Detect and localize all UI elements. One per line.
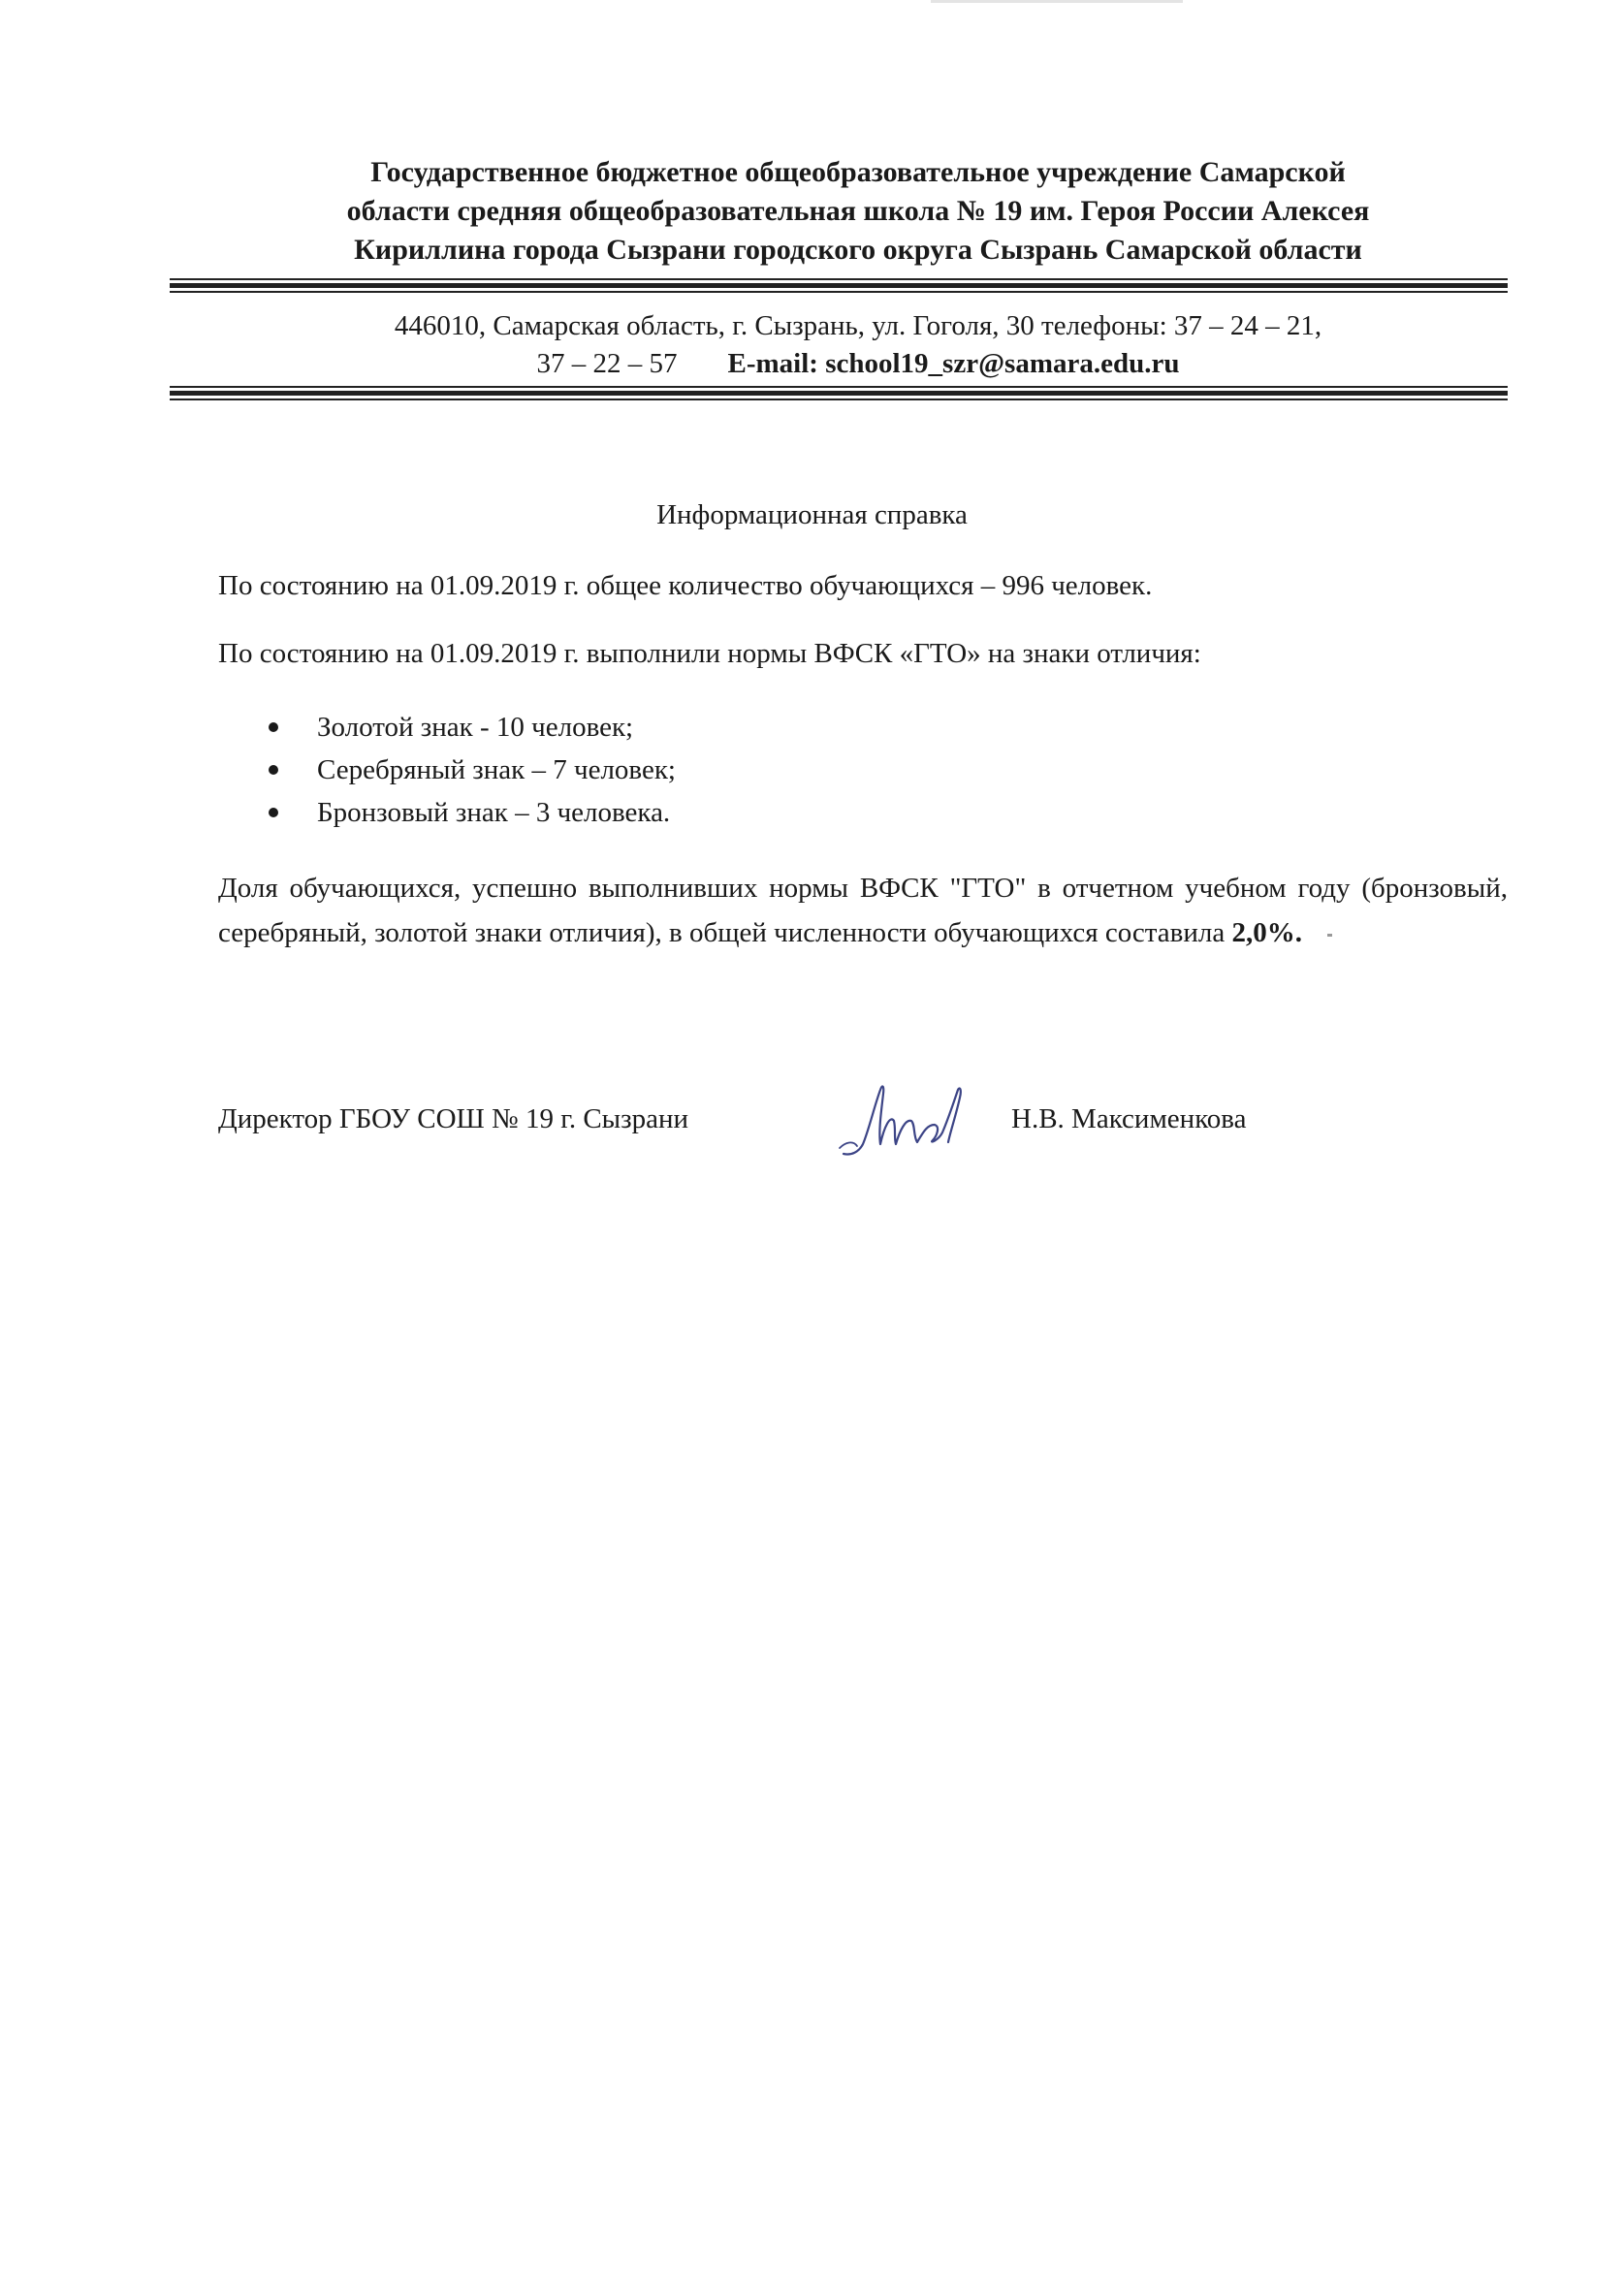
bullet-icon <box>269 808 278 817</box>
bullet-icon <box>269 722 278 732</box>
badge-list <box>218 706 676 834</box>
badge-silver: Серебряный знак – 7 человек; <box>317 754 676 785</box>
phone-number: 37 – 22 – 57 <box>536 348 678 379</box>
share-value: 2,0%. <box>1231 917 1302 948</box>
bullet-icon <box>269 765 278 775</box>
student-count-paragraph: По состоянию на 01.09.2019 г. общее количество обучающихся – 996 человек. <box>218 570 1153 601</box>
contact-block <box>247 307 1469 383</box>
gto-intro-paragraph: По состоянию на 01.09.2019 г. выполнили нормы ВФСК «ГТО» на знаки отличия: <box>218 638 1201 669</box>
scan-speck <box>1327 934 1332 937</box>
list-item <box>218 749 676 791</box>
list-item <box>218 706 676 749</box>
email-address: E-mail: school19_szr@samara.edu.ru <box>727 348 1180 379</box>
director-title: Директор ГБОУ СОШ № 19 г. Сызрани <box>218 1103 689 1134</box>
header-divider-top <box>170 278 1508 293</box>
org-name-line-1: Государственное бюджетное общеобразовательное учреждение Самарской <box>370 156 1346 188</box>
badge-gold: Золотой знак - 10 человек; <box>317 712 634 743</box>
handwritten-signature <box>834 1076 970 1164</box>
share-text: Доля обучающихся, успешно выполнивших нормы ВФСК "ГТО" в отчетном учебном году (бронзовый, серебряный, золотой знаки отличия), в общей численности обучающихся составила <box>218 873 1508 948</box>
document-title: Информационная справка <box>656 499 968 530</box>
address-line: 446010, Самарская область, г. Сызрань, ул. Гоголя, 30 телефоны: 37 – 24 – 21, <box>394 310 1322 341</box>
list-item <box>218 791 676 834</box>
phone-email-line <box>247 345 1469 383</box>
scan-artifact <box>931 0 1183 3</box>
org-name-line-3: Кириллина города Сызрани городского округа Сызрань Самарской области <box>354 234 1362 266</box>
director-name: Н.В. Максименкова <box>1011 1103 1247 1134</box>
organization-header <box>247 153 1469 270</box>
org-name-line-2: области средняя общеобразовательная школа № 19 им. Героя России Алексея <box>346 195 1370 227</box>
header-divider-bottom <box>170 386 1508 400</box>
badge-bronze: Бронзовый знак – 3 человека. <box>317 797 671 828</box>
share-paragraph <box>218 866 1508 955</box>
